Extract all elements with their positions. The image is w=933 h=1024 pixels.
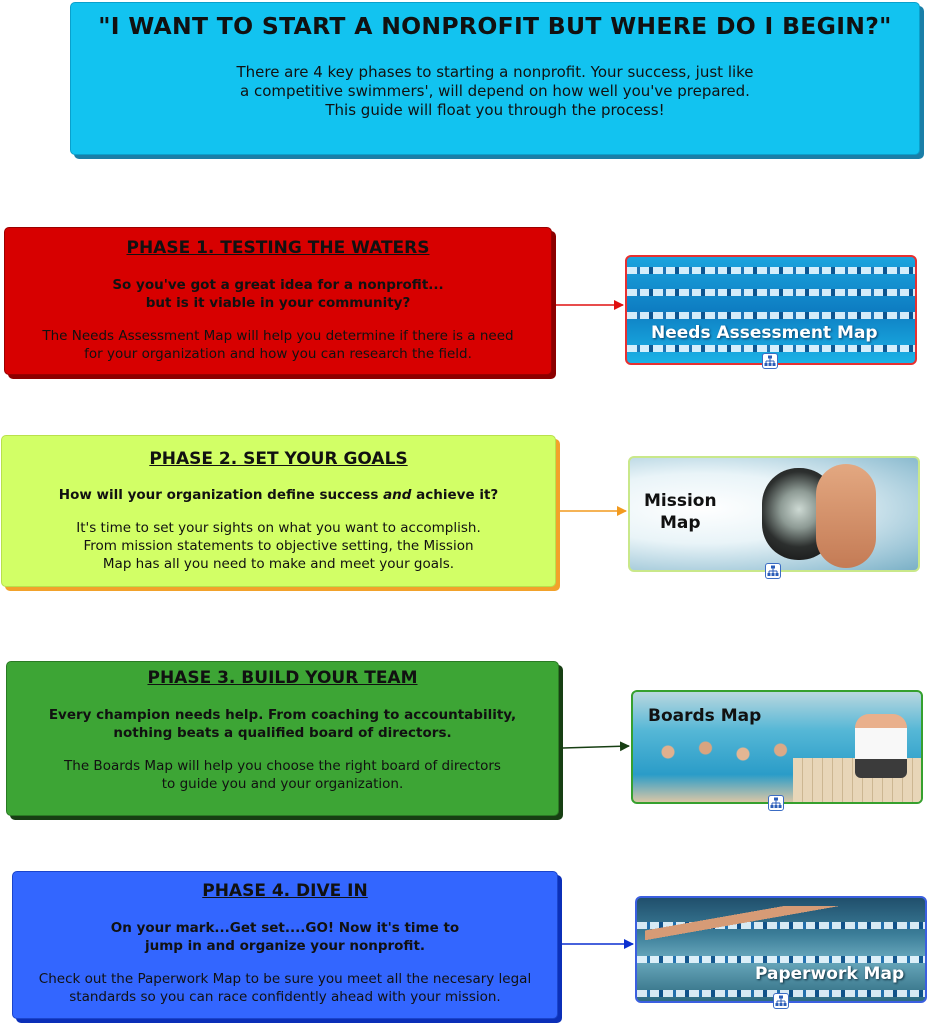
arrow-phase3 [563, 746, 629, 748]
phase-4-description-line: Check out the Paperwork Map to be sure you meet all the necesary legal [38, 971, 532, 987]
lane-rope [637, 956, 925, 963]
phase-2-description-line: Map has all you need to make and meet your goals. [102, 556, 455, 572]
phase-2-question-end: achieve it? [411, 487, 499, 503]
phase-4-statement-line: On your mark...Get set....GO! Now it's time to [110, 920, 460, 936]
boards-map-label: Boards Map [648, 706, 762, 726]
mission-map-label-line: Map [660, 513, 701, 533]
needs-assessment-map-card[interactable] [625, 255, 917, 365]
diving-arms-image [645, 906, 915, 940]
map-link-icon[interactable] [765, 563, 781, 579]
phase-4-box [12, 871, 558, 1019]
map-link-icon[interactable] [768, 795, 784, 811]
mission-map-card[interactable] [628, 456, 920, 572]
intro-line: a competitive swimmers', will depend on how well you've prepared. [240, 82, 750, 100]
header-banner [70, 2, 920, 155]
needs-assessment-map-label: Needs Assessment Map [651, 323, 878, 343]
phase-1-description-line: The Needs Assessment Map will help you determine if there is a need [42, 328, 514, 344]
mission-map-label-line: Mission [644, 491, 717, 511]
lane-rope [627, 267, 915, 274]
phase-4-title: PHASE 4. DIVE IN [202, 881, 368, 901]
phase-4-description-line: standards so you can race confidently ahead with your mission. [69, 989, 501, 1005]
phase-1-question-line: but is it viable in your community? [145, 295, 411, 311]
paperwork-map-label: Paperwork Map [755, 964, 905, 984]
phase-4-statement [13, 919, 557, 955]
swimmers-image [653, 736, 803, 776]
phase-2-box [1, 435, 556, 587]
phase-3-statement-line: Every champion needs help. From coaching to accountability, [48, 707, 517, 723]
paperwork-map-card[interactable] [635, 896, 927, 1003]
intro-line: There are 4 key phases to starting a nonprofit. Your success, just like [236, 63, 754, 81]
phase-2-title: PHASE 2. SET YOUR GOALS [149, 449, 408, 469]
phase-4-statement-line: jump in and organize your nonprofit. [144, 938, 426, 954]
phase-1-question-line: So you've got a great idea for a nonprofit... [112, 277, 444, 293]
phase-3-statement [7, 706, 558, 742]
lane-rope [627, 345, 915, 352]
phase-2-question-emphasis: and [383, 487, 412, 503]
phase-3-box [6, 661, 559, 816]
phase-2-description-line: It's time to set your sights on what you want to accomplish. [76, 520, 481, 536]
phase-1-box [4, 227, 552, 375]
phase-1-description [5, 327, 551, 363]
phase-3-description-line: The Boards Map will help you choose the right board of directors [64, 758, 501, 774]
phase-2-description-line: From mission statements to objective setting, the Mission [83, 538, 474, 554]
phase-3-description [7, 757, 558, 793]
lane-rope [627, 312, 915, 319]
phase-2-question [2, 486, 555, 504]
phase-3-title: PHASE 3. BUILD YOUR TEAM [147, 668, 418, 688]
phase-1-question [5, 276, 551, 312]
phase-3-statement-line: nothing beats a qualified board of directors. [113, 725, 452, 741]
phase-1-title: PHASE 1. TESTING THE WATERS [126, 238, 430, 258]
mission-map-label [644, 490, 717, 534]
phase-2-description [2, 519, 555, 573]
map-link-icon[interactable] [773, 993, 789, 1009]
hand-image [816, 464, 876, 568]
map-link-icon[interactable] [762, 353, 778, 369]
phase-1-description-line: for your organization and how you can research the field. [84, 346, 472, 362]
intro-line: This guide will float you through the process! [325, 101, 665, 119]
page-title: "I WANT TO START A NONPROFIT BUT WHERE DO I BEGIN?" [98, 12, 892, 40]
phase-3-description-line: to guide you and your organization. [161, 776, 404, 792]
intro-text [71, 63, 919, 120]
lane-rope [627, 289, 915, 296]
coach-figure [855, 714, 907, 778]
phase-4-description [13, 970, 557, 1006]
phase-2-question-start: How will your organization define success [58, 487, 384, 503]
boards-map-card[interactable] [631, 690, 923, 804]
